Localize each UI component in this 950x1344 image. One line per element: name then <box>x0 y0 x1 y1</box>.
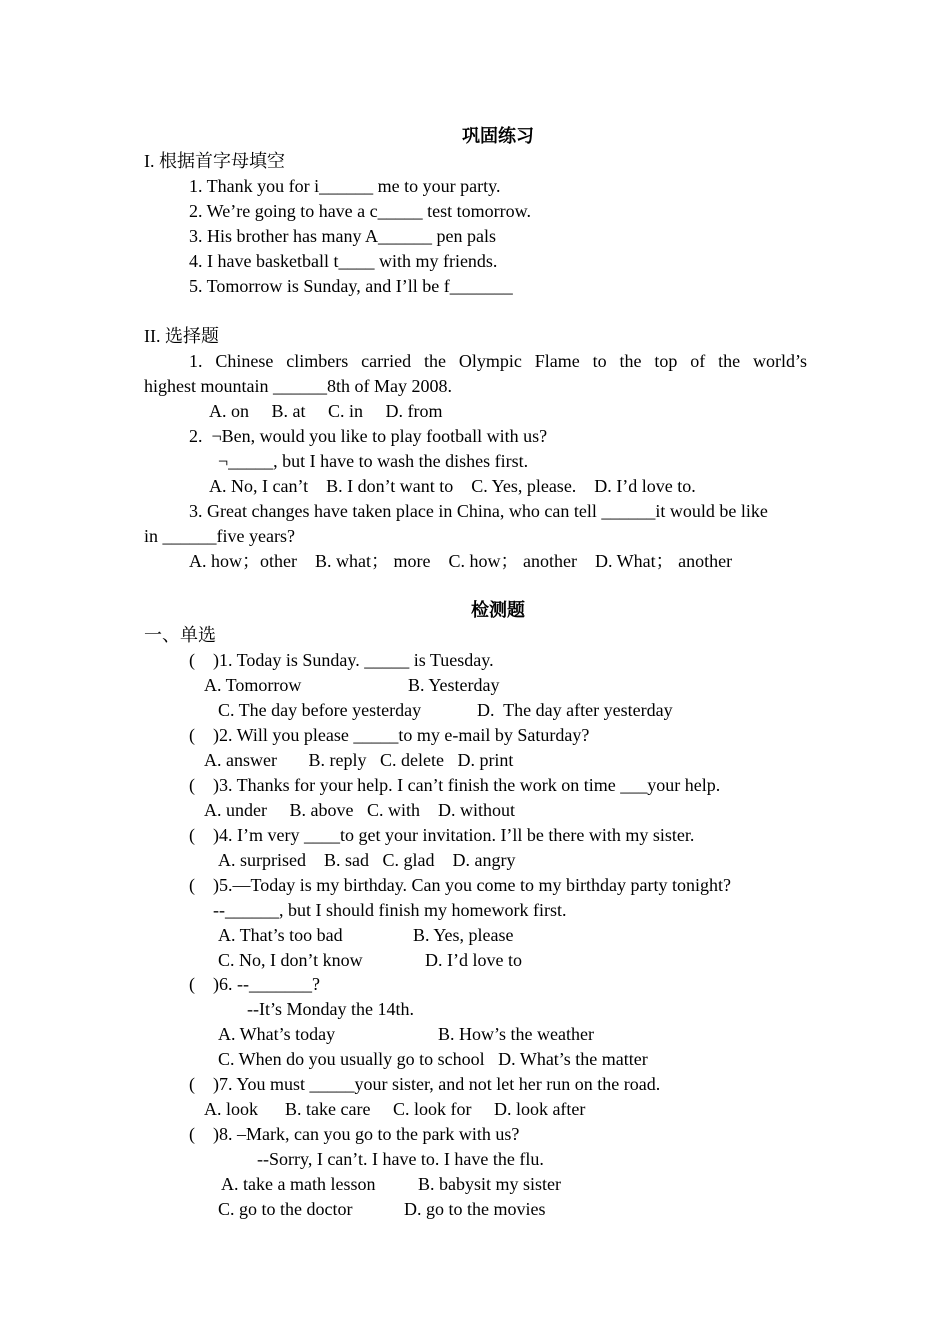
test-q8-reply: --Sorry, I can’t. I have to. I have the flu. <box>257 1149 544 1169</box>
test-q8-option-a: A. take a math lesson <box>221 1174 376 1194</box>
test-q7-options: A. look B. take care C. look for D. look after <box>204 1099 586 1119</box>
test-q5-reply: --______, but I should finish my homework first. <box>213 900 567 920</box>
fill-item-5: 5. Tomorrow is Sunday, and I’ll be f_______ <box>189 276 513 296</box>
test-q3-options: A. under B. above C. with D. without <box>204 800 515 820</box>
test-q8-option-c: C. go to the doctor <box>218 1199 353 1219</box>
test-q1-option-d: D. The day after yesterday <box>477 700 673 720</box>
test-q8-option-d: D. go to the movies <box>404 1199 546 1219</box>
fill-item-2: 2. We’re going to have a c_____ test tomorrow. <box>189 201 531 221</box>
mc-q2-line2: ¬_____, but I have to wash the dishes first. <box>218 451 529 471</box>
test-q1: ( )1. Today is Sunday. _____ is Tuesday. <box>189 650 494 670</box>
test-title: 检测题 <box>471 600 525 620</box>
mc-q2-line1: 2. ¬Ben, would you like to play football with us? <box>189 426 548 446</box>
test-q2: ( )2. Will you please _____to my e-mail by Saturday? <box>189 725 590 745</box>
test-q6-option-b: B. How’s the weather <box>438 1024 594 1044</box>
test-q4-options: A. surprised B. sad C. glad D. angry <box>218 850 516 870</box>
test-q4: ( )4. I’m very ____to get your invitation. I’ll be there with my sister. <box>189 825 695 845</box>
test-q5-option-d: D. I’d love to <box>425 950 522 970</box>
test-q6: ( )6. --_______? <box>189 974 320 994</box>
test-q1-option-c: C. The day before yesterday <box>218 700 422 720</box>
mc-q3-options: A. how；other B. what； more C. how； another D. What； another <box>189 551 733 571</box>
mc-q1-line1: 1. Chinese climbers carried the Olympic Flame to the top of the world’s <box>189 351 807 371</box>
test-q7: ( )7. You must _____your sister, and not let her run on the road. <box>189 1074 661 1094</box>
test-q2-options: A. answer B. reply C. delete D. print <box>204 750 514 770</box>
test-q3: ( )3. Thanks for your help. I can’t finish the work on time ___your help. <box>189 775 721 795</box>
mc-q1-options: A. on B. at C. in D. from <box>209 401 443 421</box>
test-q1-option-b: B. Yesterday <box>408 675 500 695</box>
test-q8: ( )8. –Mark, can you go to the park with us? <box>189 1124 520 1144</box>
test-q5-option-b: B. Yes, please <box>413 925 514 945</box>
section1-heading: I. 根据首字母填空 <box>144 151 285 171</box>
test-q6-reply: --It’s Monday the 14th. <box>247 999 414 1019</box>
test-q5-option-c: C. No, I don’t know <box>218 950 363 970</box>
mc-q3-line1: 3. Great changes have taken place in China, who can tell ______it would be like <box>189 501 768 521</box>
mc-q3-line2: in ______five years? <box>144 526 295 546</box>
mc-q1-line2: highest mountain ______8th of May 2008. <box>144 376 452 396</box>
fill-item-4: 4. I have basketball t____ with my friends. <box>189 251 498 271</box>
test-q1-option-a: A. Tomorrow <box>204 675 302 695</box>
test-q8-option-b: B. babysit my sister <box>418 1174 561 1194</box>
practice-title: 巩固练习 <box>462 126 534 146</box>
fill-item-1: 1. Thank you for i______ me to your party. <box>189 176 501 196</box>
section2-heading: II. 选择题 <box>144 326 219 346</box>
test-q5: ( )5.—Today is my birthday. Can you come to my birthday party tonight? <box>189 875 731 895</box>
fill-item-3: 3. His brother has many A______ pen pals <box>189 226 496 246</box>
test-q5-option-a: A. That’s too bad <box>218 925 343 945</box>
test-section-heading: 一、单选 <box>144 625 216 645</box>
mc-q2-options: A. No, I can’t B. I don’t want to C. Yes, please. D. I’d love to. <box>209 476 696 496</box>
test-q6-option-a: A. What’s today <box>218 1024 336 1044</box>
test-q6-options-cd: C. When do you usually go to school D. What’s the matter <box>218 1049 648 1069</box>
